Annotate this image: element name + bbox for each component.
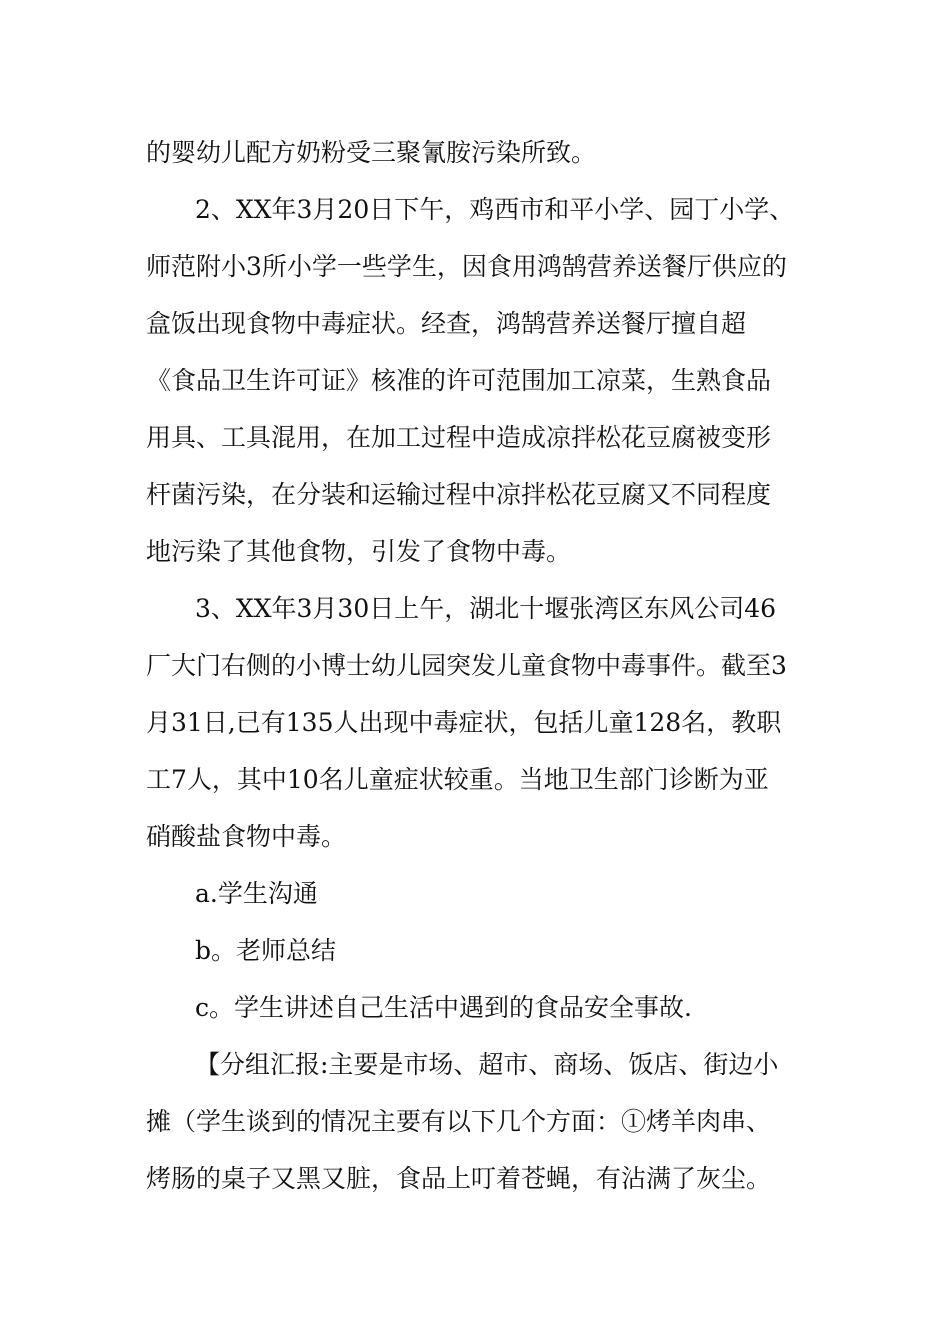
list-item: a.学生沟通: [195, 879, 318, 908]
text-line: 厂大门右侧的小博士幼儿园突发儿童食物中毒事件。截至3: [146, 651, 787, 680]
text-line: 师范附小3所小学一些学生，因食用鸿鹄营养送餐厅供应的: [146, 252, 787, 281]
text-line: 2、XX年3月20日下午，鸡西市和平小学、园丁小学、: [195, 195, 795, 224]
text-line: 【分组汇报:主要是市场、超市、商场、饭店、街边小: [195, 1050, 779, 1079]
text-line: 月31日,已有135人出现中毒症状，包括儿童128名，教职: [146, 708, 782, 737]
list-item: b。老师总结: [195, 936, 337, 965]
text-line: 地污染了其他食物，引发了食物中毒。: [146, 537, 572, 566]
text-line: 烤肠的桌子又黑又脏，食品上叮着苍蝇，有沾满了灰尘。: [146, 1164, 772, 1193]
list-item: c。学生讲述自己生活中遇到的食品安全事故.: [195, 993, 692, 1022]
text-line: 杆菌污染，在分装和运输过程中凉拌松花豆腐又不同程度: [146, 480, 772, 509]
text-line: 摊（学生谈到的情况主要有以下几个方面：①烤羊肉串、: [146, 1107, 772, 1136]
body-text: [146, 124, 836, 1207]
text-line: 工7人，其中10名儿童症状较重。当地卫生部门诊断为亚: [146, 765, 769, 794]
text-line: 硝酸盐食物中毒。: [146, 822, 347, 851]
text-line: 《食品卫生许可证》核准的许可范围加工凉菜，生熟食品: [146, 366, 772, 395]
text-line: 盒饭出现食物中毒症状。经查，鸿鹄营养送餐厅擅自超: [146, 309, 747, 338]
text-line: 的婴幼儿配方奶粉受三聚氰胺污染所致。: [146, 138, 597, 167]
text-line: 3、XX年3月30日上午，湖北十堰张湾区东风公司46: [195, 594, 777, 623]
text-line: 用具、工具混用，在加工过程中造成凉拌松花豆腐被变形: [146, 423, 772, 452]
